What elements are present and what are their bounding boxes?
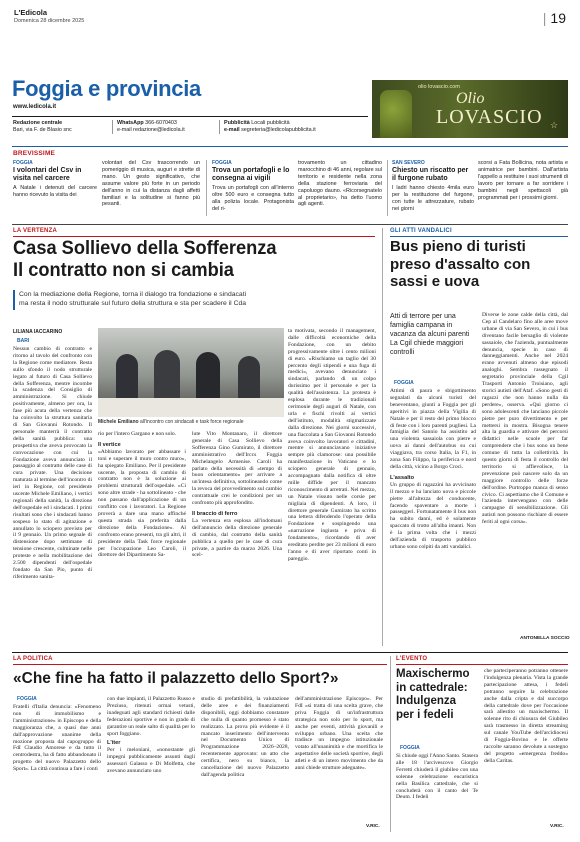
side-kicker-rule — [390, 236, 568, 237]
side-location: FOGGIA — [394, 380, 414, 386]
contact-redazione: Redazione centrale Bari, via F. de Blasio snc — [13, 120, 72, 133]
event-kicker-rule — [396, 664, 568, 665]
event-signature: V.RIC. — [550, 824, 564, 829]
brief-portafogli-text: Trova un portafogli con all'interno oltre 500 euro e consegna tutto alla polizia locale. Protagonista del ri- — [212, 185, 294, 212]
briefs-bottom-rule — [12, 224, 568, 225]
photo-person-4 — [238, 356, 260, 402]
photo-person-2 — [154, 350, 180, 402]
contact-pubblicita: Pubblicità Locali pubblicità e-mail segreteria@ledicolapubblicita.it — [224, 120, 316, 133]
side-col-2: Diverse le zone calde della città, dal Cep al Candelaro fino alle aree move urbane di via San Severo, in cui i bus diventano facile bersaglio di violente sassaiole, che l'azienda, puntualmente denuncia, specie in caso di danneggiamenti. Anche nel 2024 erano avvenuti almeno due episodi analoghi. Sembra rassegnato il segretario provinciale della Cgil Trasporti Antonio Troisiano, agli storici autisti dell'Ataf. «Sono gesti di ragazzi che non hanno nulla da perdere», osserva. «Qui giorno ci sono adolescenti che lanciano piccole pietre per puro divertimento e per mettersi in mostra. Bisogna tenere alta la guardia e attivare dei percorsi didattici nelle scuole per far comprendere che i bus sono un bene comune di tutta la collettività. In questo giorni di festa il controllo del territorio si affievolisce, la prevenzione può nascere solo da un maggiore controllo delle forze dell'ordine. Purtroppo manca di senso civico. Ci aspettiamo che il Comune e l'azienda intervengano con delle campagne di sensibilizzazione. Gli autisti non possono rischiare di essere feriti al ogni corsa». — [482, 312, 568, 526]
side-deck: Atti di terrore per una famiglia campana in vacanza da alcuni parenti La Cgil chiede maggiori controlli — [390, 313, 470, 356]
main-location: BARI — [17, 338, 30, 344]
side-signature: ANTONELLA SOCCIO — [520, 636, 570, 641]
brief-divider-1 — [206, 160, 207, 216]
issue-date: Domenica 28 dicembre 2025 — [14, 18, 85, 24]
briefs-top-rule — [12, 146, 568, 147]
brief-csv-cont: volontari del Csv trascorrendo un pomeriggio di musica, auguri e strette di mano. Un gesto significativo, che assume valore più forte in un periodo dell'anno in cui la distanza dagli affetti familiari e la solitudine si fanno più pesanti. — [102, 160, 200, 208]
contact-divider-1 — [112, 120, 113, 134]
side-col-1: Attimi di paura e sbigottimento segnalati da alcuni turisti del beneventano, giunti a Foggia per gli aperitivi in piazza della Vigilia di Natale e per il resto del primo blocco di feste con i loro parenti pugliesi. La famiglia del Sannio ha assistito ad una violenta sassaiola con pietre e uova ai danni dell'autobus su cui viaggiava, tra corso Italia, la F1, in zona San Filippo, la periferica e nord della città, vicino a Borgo Croci. L'assalto Un gruppo di ragazzini ha avvicinato il mezzo e ha lanciato uova e piccole pietre all'altezza del conducente, facendo spaventare a morte i passeggeri. Fortunatamente il bus non ha subito danni, ed è solamente spaccato di trotto all'alba imanti. Non è la prima volta che i mezzi dell'azienda di trasporto pubblico urbano sono colpiti da atti vandalici. — [390, 388, 476, 550]
brief-csv-title: I volontari del Csv in visita nel carcere — [13, 167, 82, 182]
main-kicker: LA VERTENZA — [13, 228, 57, 234]
photo-table — [98, 398, 284, 417]
main-photo — [98, 328, 284, 417]
politics-col-2: con due impianti, il Palazzetto Russo e Preziuso, ritenuti ormai vetusti, inadeguati agli standard richiesti dalle federazioni sportive e non in grado di garantire un reale salto di qualità per lo sport foggiano. L'iter Per i meloniani, «nonostante gli impegni pubblicamente assunti dagli assessori Galasso e Di Molfetta, che avevano annunciato uno — [107, 696, 195, 775]
brief-riscatto-title: Chiesto un riscatto per il furgone rubato — [392, 167, 469, 182]
standfirst-bar — [13, 290, 15, 310]
main-author: LILIANA IACCARINO — [13, 329, 63, 335]
brief-riscatto-loc: SAN SEVERO — [392, 160, 425, 166]
bottom-divider — [390, 656, 391, 832]
brief-divider-2 — [387, 160, 388, 216]
politics-signature: V.RIC. — [366, 824, 380, 829]
main-col-2: rio per l'intero Gargano e non solo. Il vertice «Abbiamo lavorato per abbassare i toni e superare il muro contro muro», ha spiegato Emiliano. Per il presidente uscente, la proposta di cambio di contratto non è la soluzione ai problemi strutturali dell'ospedale. «Ci sono altre strade - ha sottolineato - che non passano dall'applicazione di un conflitto con i lavoratori. La Regione proverà a dare una mano affinché questa strada sia preferita dalla direzione della Fondazione». Al confronto erano presenti, tra gli altri, il presidente della Task force regionale per l'occupazione Leo Caroli, il direttore del Dipartimento Sa- — [98, 431, 186, 559]
main-side-divider — [382, 228, 383, 646]
main-kicker-rule — [13, 236, 375, 237]
main-standfirst: Con la mediazione della Regione, torna il dialogo tra fondazione e sindacati ma resta il nodo strutturale sul futuro della struttura e sta per scadere il Cda — [19, 291, 247, 307]
brief-portafogli-loc: FOGGIA — [212, 160, 232, 166]
header-rule — [12, 116, 368, 117]
photo-person-1 — [116, 354, 138, 402]
brief-portafogli-cont: trovamento un cittadino marocchino di 46 anni, regolare sul territorio e residente nella zona della stazione ferroviaria del capoluogo dauno. «Ricorsegnatelo al proprietario», ha detto l'uomo agli agenti. — [298, 160, 382, 208]
contact-divider-2 — [219, 120, 220, 134]
brief-csv-text: A Natale i detenuti del carcere hanno ricevuto la visita dei — [13, 185, 97, 198]
brief-portafogli-title: Trova un portafogli e lo consegna ai vigili — [212, 167, 290, 182]
brief-portafogli — [212, 160, 294, 213]
main-title-2: Il contratto non si cambia — [13, 260, 234, 281]
ad-brand-line2: LOVASCIO — [436, 106, 543, 128]
side-kicker: GLI ATTI VANDALICI — [390, 228, 452, 234]
event-title: Maxischermo in cattedrale: Indulgenza per i fedeli — [396, 668, 470, 721]
politics-kicker-rule — [13, 664, 387, 665]
briefs-label: BREVISSIME — [13, 150, 56, 157]
ad-star-icon: ☆ — [550, 120, 559, 130]
brief-riscatto-text: I ladri hanno chiesto 4mila euro per la restituzione del furgone, con tutte le attrezzature, rubato nei giorni — [392, 185, 474, 212]
event-location: FOGGIA — [400, 745, 420, 751]
main-col-4: ta motivata, secondo il management, dalle difficoltà economiche della Fondazione, con un debito progressivamente oltre i cento milioni di euro. «Rischiamo un taglio del 30 percento degli stipendi e una fuga di medici», avevano denunciato i sindacati, parlando di un colpo durissimo per il personale e per la qualità dell'assistenza. La protesta è esplosa durante le tradizionali cerimonie degli auguri di Natale, con urla e fischi rivolti ai vertici dell'istituto, modalità stigmatizzate dalla direzione. Nei giorni successivi, una fiaccolata a San Giovanni Rotondo aveva coinvolto lavoratori e cittadini, mentre si annunciavano iniziative sempre più clamorose: una possibile manifestazione in Vaticano e lo sciopero generale di gennaio, accompagnato dalla notifica di oltre mille diffide per il mancato riconoscimento di arretrati. Nel mezzo, un Natale vissuto nelle corsie per migliaia di dipendenti. A loro, il direttore generale Gumirato ha scritto una lettera difendendo l'operato della Fondazione e sospingendo una «narrazione ingiusta e priva di fondamento», ricordando di aver ereditato perdite per 23 milioni di euro l'anno e di aver riportato conti in pareggio. — [288, 328, 376, 562]
ad-brand-line1: Olio — [456, 90, 485, 107]
event-col-1: Si chiude oggi l'Anno Santo. Stasera alle 18 l'arcivescovo Giorgio Ferretti chiuderà il giubileo con una solenne celebrazione eucaristica nella Basilica cattedrale, che si concluderà con il canto del Te Deum. I fedeli — [396, 753, 478, 801]
politics-title: «Che fine ha fatto il palazzetto dello Sport?» — [13, 670, 339, 687]
main-col-1: Nessun cambio di contratto e ritorno al tavolo del confronto con la Regione come mediatore. Resta sullo sfondo il nodo strutturale legato al futuro di Casa Sollievo della Sofferenza, mentre incombe la scadenza del Consiglio di amministrazione. Si chiude positivamente, almeno per ora, la fase più acuta della vertenza che ha coinvolto la struttura sanitaria di San Giovanni Rotondo. Il personale manterrà il contratto della sanità pubblica: una prospettiva che aveva provocato la convocazione con cui la Fondazione aveva annunciato il passaggio al contratto delle case di cura private. Una decisione maturata al termine dell'incontro di ieri in Regione, col presidente uscente Michele Emiliano, i vertici regionali della sanità, la direzione dell'ospedale ed i sindacati. I primi risultati sono che i sindacati hanno sospeso lo stato di agitazione e annullato lo sciopero previsto per il 9 gennaio. Un primo segnale di distensione dopo settimane di tensione crescente, culminate nelle proteste e nella mobilitazione dei 2.500 dipendenti dell'ospedale fondato da San Pio, punto di riferimento sanita- — [13, 346, 92, 580]
mid-page-rule — [12, 652, 568, 653]
brief-riscatto-cont: scorsi a Fata Bollicina, nota artista e animatrice per bambini. Dall'artista l'appello a restituire i suoi strumenti di lavoro per tornare a far sorridere i bambini negli spettacoli già programmati per i prossimi giorni. — [478, 160, 568, 201]
brief-riscatto — [392, 160, 474, 213]
ad-bottle-shape — [380, 90, 412, 138]
section-site[interactable]: www.ledicola.it — [13, 104, 57, 110]
politics-col-4: dell'amministrazione Episcopo». Per FdI «si tratta di una scelta grave, che priva Foggia di un'infrastruttura strategica non solo per lo sport, ma anche per eventi, attività giovanili e sviluppo urbano. Una scelta che tradisce un impegno istituzionale votato all'unanimità e che mortifica le aspettative delle società sportive, degli atleti e di un intero movimento che da anni chiede strutture adeguate». — [295, 696, 383, 772]
photo-person-3 — [196, 352, 220, 402]
main-title-1: Casa Sollievo della Sofferenza — [13, 238, 277, 259]
ad-banner[interactable] — [372, 80, 568, 138]
main-col-3: lute Vito Montanaro, il direttore generale di Casa Sollievo della Sofferenza Gino Gumirato, il direttore amministrativo dell'Irccs Foggia Michelangelo Armenise. Caroli ha parlato della necessità di «tempo di buon orientamento» per arrivare a un'intesa definitiva, sottolineando come la revoca del provvedimento sul cambio contrattuale crei le condizioni per un confronto più approfondito. Il braccio di ferro La vertenza era esplosa all'indomani dell'annuncio della direzione generale di cambio, dal contratto della sanità pubblica a quello per le case di cura private, a partire da marzo 2026. Una scel- — [192, 431, 282, 559]
brief-csv — [13, 160, 97, 199]
side-title: Bus pieno di turisti preso d'assalto con sassi e uova — [390, 238, 531, 290]
photo-caption: Michele Emiliano all'incontro con sindacati e task force regionale — [98, 419, 244, 425]
page-number: | 19 — [542, 10, 566, 26]
politics-col-3: studio di prefattibilità, la valutazione delle aree e dei finanziamenti disponibili, oggi dobbiamo constatare che nulla di quanto promesso è stato realizzato. La prova più evidente è il mancato inserimento dell'intervento nel Documento Unico di Programmazione 2026–2028, recentemente approvato: un atto che certifica, nero su bianco, la cancellazione del nuovo Palazzetto dall'agenda politica — [201, 696, 289, 778]
ad-site: olio lovascio.com — [418, 84, 460, 90]
event-kicker: L'EVENTO — [396, 656, 428, 662]
politics-location: FOGGIA — [17, 696, 37, 702]
contact-whatsapp: WhatsApp 366-6070403 e-mail redazione@ledicola.it — [117, 120, 185, 133]
politics-col-1: Fratelli d'Italia denuncia: «Fenomeno non di immobilismo e l'amministrazione» in Episcopo e della maggioranza che, a quasi due anni dall'approvazione unanime della mozione proposta dal capogruppo di FdI Claudio Amorese e da tutto il centrodestra, ha di fatto abbandonato il progetto del nuovo Palazzetto dello Sport». La città continua a fare i conti — [13, 704, 101, 773]
event-col-2: che parteciperanno potranno ottenere l'indulgenza plenaria. Vista la grande partecipazione attesa, i fedeli potranno seguire la celebrazione anche dalla cripta e dal succorpo della cattedrale dove per l'occasione sarà allestito un maxischermo. Il solenne rito di chiusura del Giubileo sarà trasmesso in diretta streaming sul canale YouTube dell'arcidiocesi di Foggia-Bovino e le offerte raccolte saranno devolute a sostegno del progetto «emergenza freddo» della Caritas. — [484, 668, 568, 764]
section-title: Foggia e provincia — [12, 76, 201, 101]
brand-name: L'Edicola — [14, 8, 48, 17]
brief-csv-loc: FOGGIA — [13, 160, 33, 166]
politics-kicker: LA POLITICA — [13, 656, 53, 662]
masthead — [14, 8, 566, 34]
